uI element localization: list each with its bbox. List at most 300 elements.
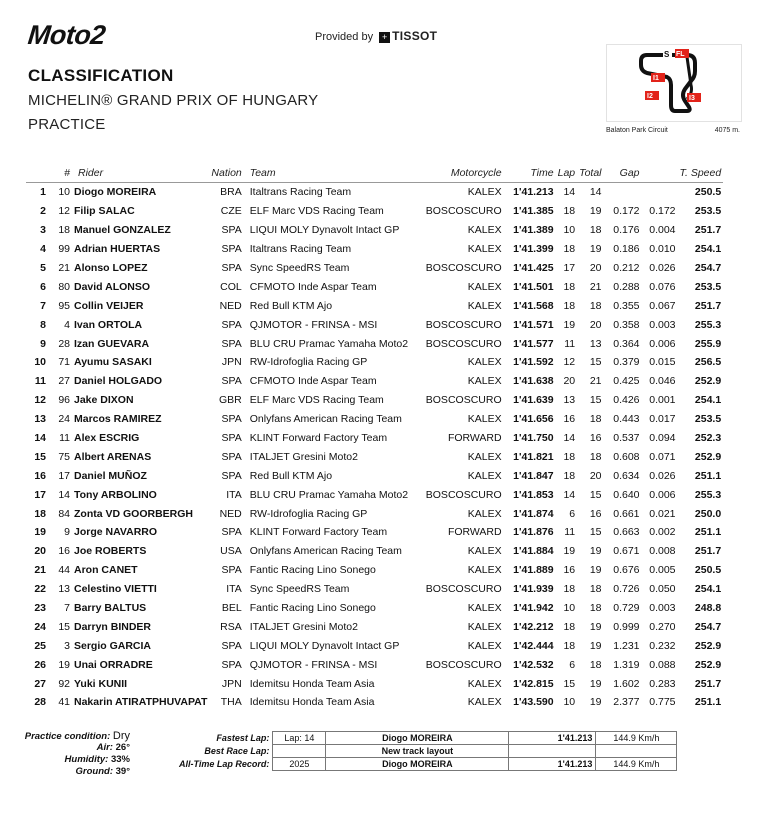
table-row — [26, 542, 723, 561]
nation: JPN — [221, 356, 242, 369]
rider-number: 9 — [64, 526, 70, 539]
practice-condition — [20, 730, 130, 742]
gap-to-previous: 0.067 — [649, 299, 676, 312]
best-lap: 11 — [564, 337, 576, 350]
team-name: Idemitsu Honda Team Asia — [249, 677, 375, 690]
motorcycle: KALEX — [467, 375, 502, 388]
all-time-record-time: 1'41.213 — [509, 758, 596, 771]
best-race-lap-text: New track layout — [326, 745, 509, 758]
gap-to-first: 0.443 — [613, 413, 640, 426]
gap-to-first: 1.319 — [613, 658, 640, 671]
table-row — [26, 655, 723, 674]
table-row — [26, 183, 723, 202]
fastest-lap-row — [176, 732, 677, 745]
table-row — [26, 447, 723, 466]
motorcycle: KALEX — [467, 224, 502, 237]
position: 6 — [40, 280, 46, 293]
best-race-lap-label: Best Race Lap: — [204, 746, 270, 756]
motorcycle: KALEX — [467, 280, 502, 293]
position: 25 — [34, 639, 46, 652]
col-gap: Gap — [604, 164, 642, 183]
total-laps: 20 — [589, 262, 602, 274]
gap-to-first: 0.537 — [613, 432, 640, 445]
nation: SPA — [221, 224, 242, 237]
rider-number: 4 — [64, 318, 70, 331]
circuit-name: Balaton Park Circuit — [606, 127, 668, 134]
conditions-panel — [20, 730, 130, 778]
circuit-length: 4075 m. — [714, 127, 740, 134]
gap-to-first: 0.172 — [613, 205, 640, 218]
table-row — [26, 296, 723, 315]
motorcycle: KALEX — [467, 545, 502, 558]
gap-to-previous: 0.283 — [649, 677, 676, 690]
best-lap: 18 — [563, 280, 576, 293]
best-lap: 16 — [563, 564, 576, 577]
top-speed: 251.7 — [694, 299, 722, 312]
rider-number: 96 — [58, 394, 70, 407]
position: 7 — [40, 299, 46, 312]
rider-number: 11 — [59, 432, 70, 445]
team-name: LIQUI MOLY Dynavolt Intact GP — [249, 639, 400, 652]
fastest-lap-speed: 144.9 Km/h — [596, 732, 677, 745]
col-rider: Rider — [72, 164, 209, 183]
table-row — [26, 410, 723, 429]
best-time: 1'41.638 — [513, 375, 554, 388]
motorcycle: KALEX — [467, 564, 502, 577]
best-time: 1'41.750 — [513, 432, 554, 445]
table-row — [26, 674, 723, 693]
nation: SPA — [221, 450, 242, 463]
nation: SPA — [221, 337, 242, 350]
nation: NED — [219, 299, 242, 312]
nation: USA — [220, 545, 242, 558]
table-row — [26, 561, 723, 580]
best-lap: 14 — [563, 432, 576, 445]
intermediate-2-marker: I2 — [647, 93, 653, 100]
gap-to-previous: 0.008 — [649, 545, 676, 558]
best-time: 1'41.847 — [513, 469, 554, 482]
rider-name: Daniel MUÑOZ — [74, 469, 147, 482]
nation: BRA — [220, 186, 242, 199]
total-laps: 18 — [589, 602, 602, 615]
rider-name: Daniel HOLGADO — [74, 375, 163, 388]
gap-to-previous: 0.003 — [649, 602, 676, 615]
nation: SPA — [221, 658, 242, 671]
rider-name: Jorge NAVARRO — [74, 526, 158, 539]
nation: SPA — [221, 564, 242, 577]
motorcycle: KALEX — [467, 299, 502, 312]
rider-name: Izan GUEVARA — [74, 337, 150, 350]
top-speed: 255.3 — [694, 488, 722, 501]
fastest-lap-time: 1'41.213 — [509, 732, 596, 745]
position: 26 — [34, 658, 46, 671]
gap-to-first: 0.379 — [613, 356, 640, 369]
total-laps: 14 — [589, 186, 602, 199]
gap-to-first: 0.176 — [613, 224, 640, 237]
rider-number: 18 — [58, 224, 70, 237]
motorcycle: KALEX — [467, 602, 502, 615]
rider-name: Sergio GARCIA — [74, 639, 152, 652]
gap-to-previous: 0.004 — [649, 224, 676, 237]
total-laps: 21 — [589, 280, 602, 293]
motorcycle: BOSCOSCURO — [425, 488, 502, 501]
total-laps: 15 — [589, 394, 602, 407]
table-row — [26, 693, 723, 712]
top-speed: 253.5 — [694, 413, 722, 426]
gap-to-first: 0.999 — [613, 620, 640, 633]
gap-to-first: 0.726 — [613, 583, 640, 596]
col-time: Time — [504, 164, 556, 183]
position: 1 — [40, 186, 46, 199]
nation: SPA — [221, 526, 242, 539]
position: 19 — [34, 526, 46, 539]
top-speed: 251.1 — [694, 469, 722, 482]
best-time: 1'41.876 — [513, 526, 554, 539]
gap-to-first: 0.364 — [613, 337, 640, 350]
practice-condition-label: Practice condition: — [24, 731, 111, 742]
total-laps: 13 — [589, 337, 602, 350]
best-lap: 12 — [563, 356, 576, 369]
air-temp-value: 26° — [115, 742, 130, 753]
col-nation: Nation — [209, 164, 243, 183]
top-speed: 252.9 — [694, 639, 722, 652]
top-speed: 251.7 — [694, 545, 722, 558]
motorcycle: BOSCOSCURO — [425, 318, 502, 331]
nation: SPA — [221, 432, 242, 445]
all-time-record-rider: Diogo MOREIRA — [326, 758, 509, 771]
team-name: QJMOTOR - FRINSA - MSI — [249, 658, 378, 671]
total-laps: 18 — [589, 224, 602, 237]
humidity-label: Humidity: — [64, 754, 109, 765]
records-table — [176, 731, 677, 771]
gap-to-previous: 0.232 — [649, 639, 676, 652]
best-time: 1'41.577 — [513, 337, 554, 350]
motorcycle: KALEX — [467, 356, 502, 369]
total-laps: 16 — [589, 507, 602, 520]
gap-to-first: 0.663 — [613, 526, 640, 539]
humidity — [20, 754, 130, 766]
page-title: CLASSIFICATION — [28, 66, 174, 85]
ground-temp-label: Ground: — [75, 766, 113, 777]
nation: SPA — [221, 469, 242, 482]
team-name: Idemitsu Honda Team Asia — [249, 696, 375, 709]
team-name: Red Bull KTM Ajo — [249, 299, 333, 312]
top-speed: 255.9 — [694, 337, 722, 350]
table-row — [26, 391, 723, 410]
rider-number: 80 — [58, 280, 70, 293]
top-speed: 252.9 — [694, 375, 722, 388]
position: 2 — [40, 205, 46, 218]
best-lap: 15 — [563, 677, 576, 690]
best-time: 1'42.815 — [513, 677, 554, 690]
gap-to-first: 2.377 — [613, 696, 640, 709]
circuit-map — [606, 44, 742, 122]
gap-to-previous: 0.088 — [649, 658, 676, 671]
best-time: 1'41.568 — [513, 299, 554, 312]
position: 4 — [40, 243, 46, 256]
rider-number: 28 — [58, 337, 70, 350]
table-header-row — [26, 164, 723, 183]
intermediate-3-marker: I3 — [689, 95, 695, 102]
gap-to-first — [604, 183, 642, 202]
gap-to-previous: 0.050 — [649, 583, 676, 596]
total-laps: 18 — [589, 299, 602, 312]
position: 15 — [34, 450, 46, 463]
col-lap: Lap — [556, 164, 578, 183]
ground-temp-value: 39° — [115, 766, 130, 777]
total-laps: 15 — [589, 356, 602, 369]
rider-number: 27 — [58, 375, 70, 388]
position: 13 — [34, 413, 46, 426]
gap-to-first: 0.729 — [613, 602, 640, 615]
table-row — [26, 599, 723, 618]
table-row — [26, 221, 723, 240]
rider-number: 15 — [58, 620, 70, 633]
gap-to-previous: 0.270 — [649, 620, 676, 633]
top-speed: 256.5 — [694, 356, 722, 369]
motorcycle: BOSCOSCURO — [425, 262, 502, 274]
gap-to-previous — [642, 183, 678, 202]
top-speed: 253.5 — [694, 280, 722, 293]
col-gap-prev — [642, 164, 678, 183]
team-name: RW-Idrofoglia Racing GP — [249, 356, 368, 369]
total-laps: 18 — [589, 450, 602, 463]
team-name: RW-Idrofoglia Racing GP — [249, 507, 368, 520]
best-race-lap-time — [509, 745, 596, 758]
best-race-lap-empty — [273, 745, 326, 758]
nation: THA — [220, 696, 242, 709]
gap-to-previous: 0.046 — [649, 375, 676, 388]
team-name: Fantic Racing Lino Sonego — [249, 602, 376, 615]
rider-name: Ayumu SASAKI — [74, 356, 152, 369]
gap-to-previous: 0.071 — [649, 450, 676, 463]
best-lap: 10 — [563, 602, 576, 615]
position: 21 — [34, 564, 46, 577]
rider-name: Albert ARENAS — [74, 450, 152, 463]
ground-temp — [20, 766, 130, 778]
best-time: 1'42.444 — [513, 639, 554, 652]
rider-number: 95 — [58, 299, 70, 312]
tissot-logo: TISSOT — [392, 29, 438, 43]
top-speed: 250.0 — [694, 507, 722, 520]
rider-name: Celestino VIETTI — [74, 583, 157, 596]
total-laps: 21 — [589, 375, 602, 388]
air-temp — [20, 742, 130, 754]
nation: SPA — [221, 639, 242, 652]
team-name: Fantic Racing Lino Sonego — [249, 564, 376, 577]
rider-number: 10 — [58, 186, 70, 199]
table-row — [26, 485, 723, 504]
top-speed: 254.1 — [694, 394, 722, 407]
col-total: Total — [577, 164, 603, 183]
gap-to-first: 0.640 — [613, 488, 640, 501]
rider-name: Aron CANET — [74, 564, 138, 577]
gap-to-first: 1.602 — [613, 677, 640, 690]
table-row — [26, 315, 723, 334]
motorcycle: FORWARD — [447, 432, 502, 445]
top-speed: 255.3 — [694, 318, 722, 331]
team-name: ITALJET Gresini Moto2 — [249, 620, 358, 633]
best-lap: 18 — [563, 450, 576, 463]
nation: NED — [219, 507, 242, 520]
position: 3 — [40, 224, 46, 237]
best-time: 1'41.942 — [513, 602, 554, 615]
best-lap: 18 — [563, 299, 576, 312]
best-lap: 18 — [563, 205, 576, 218]
table-row — [26, 504, 723, 523]
rider-name: Diogo MOREIRA — [74, 186, 157, 199]
position: 17 — [34, 488, 46, 501]
nation: COL — [220, 280, 242, 293]
col-number: # — [48, 164, 72, 183]
motorcycle: BOSCOSCURO — [425, 337, 502, 350]
table-row — [26, 523, 723, 542]
nation: ITA — [226, 488, 242, 501]
top-speed: 252.9 — [694, 450, 722, 463]
total-laps: 20 — [589, 318, 602, 331]
gap-to-first: 0.358 — [613, 318, 640, 331]
rider-number: 84 — [58, 507, 70, 520]
position: 22 — [34, 583, 46, 596]
fastest-lap-rider: Diogo MOREIRA — [326, 732, 509, 745]
nation: SPA — [221, 318, 242, 331]
nation: RSA — [220, 620, 242, 633]
best-race-lap-speed — [596, 745, 677, 758]
rider-name: Darryn BINDER — [74, 620, 152, 633]
rider-name: Marcos RAMIREZ — [74, 413, 162, 426]
motorcycle: BOSCOSCURO — [425, 658, 502, 671]
position: 27 — [34, 677, 46, 690]
gap-to-first: 0.671 — [613, 545, 640, 558]
classification-body — [26, 183, 723, 712]
gap-to-first: 1.231 — [613, 639, 640, 652]
rider-number: 13 — [58, 583, 70, 596]
team-name: Onlyfans American Racing Team — [249, 545, 402, 558]
top-speed: 251.7 — [694, 677, 722, 690]
best-time: 1'41.385 — [513, 205, 554, 218]
rider-name: Filip SALAC — [74, 205, 135, 218]
gap-to-first: 0.676 — [613, 564, 640, 577]
nation: SPA — [221, 413, 242, 426]
team-name: Onlyfans American Racing Team — [249, 413, 402, 426]
table-row — [26, 202, 723, 221]
nation: CZE — [220, 205, 242, 218]
position: 5 — [40, 262, 46, 274]
rider-name: Collin VEIJER — [74, 299, 144, 312]
table-row — [26, 240, 723, 259]
top-speed: 250.5 — [694, 186, 722, 199]
total-laps: 15 — [589, 526, 602, 539]
position: 11 — [34, 375, 46, 388]
best-lap: 13 — [563, 394, 576, 407]
nation: ITA — [226, 583, 242, 596]
gap-to-previous: 0.026 — [649, 262, 676, 274]
table-row — [26, 353, 723, 372]
best-time: 1'41.571 — [513, 318, 554, 331]
gap-to-first: 0.355 — [613, 299, 640, 312]
best-lap: 11 — [564, 526, 576, 539]
motorcycle: BOSCOSCURO — [425, 205, 502, 218]
best-lap: 18 — [563, 620, 576, 633]
rider-name: David ALONSO — [74, 280, 151, 293]
team-name: Italtrans Racing Team — [249, 243, 352, 256]
position: 23 — [34, 602, 46, 615]
rider-number: 16 — [58, 545, 70, 558]
top-speed: 252.3 — [694, 432, 722, 445]
moto2-logo: Moto2 — [26, 20, 107, 50]
gap-to-first: 0.425 — [613, 375, 640, 388]
gap-to-previous: 0.001 — [649, 394, 676, 407]
classification-table — [26, 164, 723, 712]
intermediate-1-marker: I1 — [653, 75, 659, 82]
col-pos — [26, 164, 48, 183]
nation: SPA — [221, 262, 242, 274]
gap-to-previous: 0.006 — [649, 488, 676, 501]
best-time: 1'41.425 — [513, 262, 554, 274]
gap-to-previous: 0.021 — [649, 507, 676, 520]
finish-line-marker: FL — [676, 51, 685, 58]
gap-to-previous: 0.005 — [649, 564, 676, 577]
rider-name: Adrian HUERTAS — [74, 243, 161, 256]
gap-to-first: 0.608 — [613, 450, 640, 463]
rider-name: Alex ESCRIG — [74, 432, 140, 445]
best-lap: 19 — [563, 318, 576, 331]
top-speed: 251.1 — [694, 526, 722, 539]
best-race-lap-row — [176, 745, 677, 758]
rider-name: Jake DIXON — [74, 394, 134, 407]
motorcycle: BOSCOSCURO — [425, 394, 502, 407]
position: 18 — [34, 507, 46, 520]
best-time: 1'42.532 — [513, 658, 554, 671]
best-lap: 18 — [563, 639, 576, 652]
position: 10 — [34, 356, 46, 369]
rider-number: 21 — [58, 262, 70, 274]
team-name: ELF Marc VDS Racing Team — [249, 205, 384, 218]
rider-name: Yuki KUNII — [74, 677, 128, 690]
rider-number: 3 — [64, 639, 70, 652]
table-row — [26, 466, 723, 485]
best-time: 1'41.639 — [513, 394, 554, 407]
provided-by — [315, 29, 437, 43]
total-laps: 18 — [589, 658, 602, 671]
gap-to-first: 0.288 — [613, 280, 640, 293]
position: 24 — [34, 620, 46, 633]
best-time: 1'41.939 — [513, 583, 554, 596]
total-laps: 19 — [589, 243, 602, 256]
gap-to-first: 0.661 — [613, 507, 640, 520]
nation: SPA — [221, 243, 242, 256]
nation: BEL — [221, 602, 242, 615]
position: 9 — [40, 337, 46, 350]
gap-to-previous: 0.003 — [649, 318, 676, 331]
gap-to-previous: 0.026 — [649, 469, 676, 482]
nation: JPN — [221, 677, 242, 690]
rider-number: 92 — [58, 677, 70, 690]
best-time: 1'43.590 — [513, 696, 554, 709]
top-speed: 253.5 — [694, 205, 722, 218]
all-time-record-label: All-Time Lap Record: — [179, 759, 270, 769]
best-time: 1'42.212 — [513, 620, 554, 633]
motorcycle: KALEX — [467, 696, 502, 709]
team-name: ITALJET Gresini Moto2 — [249, 450, 358, 463]
team-name: KLINT Forward Factory Team — [249, 432, 388, 445]
motorcycle: KALEX — [467, 186, 502, 199]
table-row — [26, 429, 723, 448]
best-lap: 14 — [563, 488, 576, 501]
best-time: 1'41.853 — [513, 488, 554, 501]
gap-to-previous: 0.076 — [649, 280, 676, 293]
gap-to-previous: 0.002 — [649, 526, 676, 539]
